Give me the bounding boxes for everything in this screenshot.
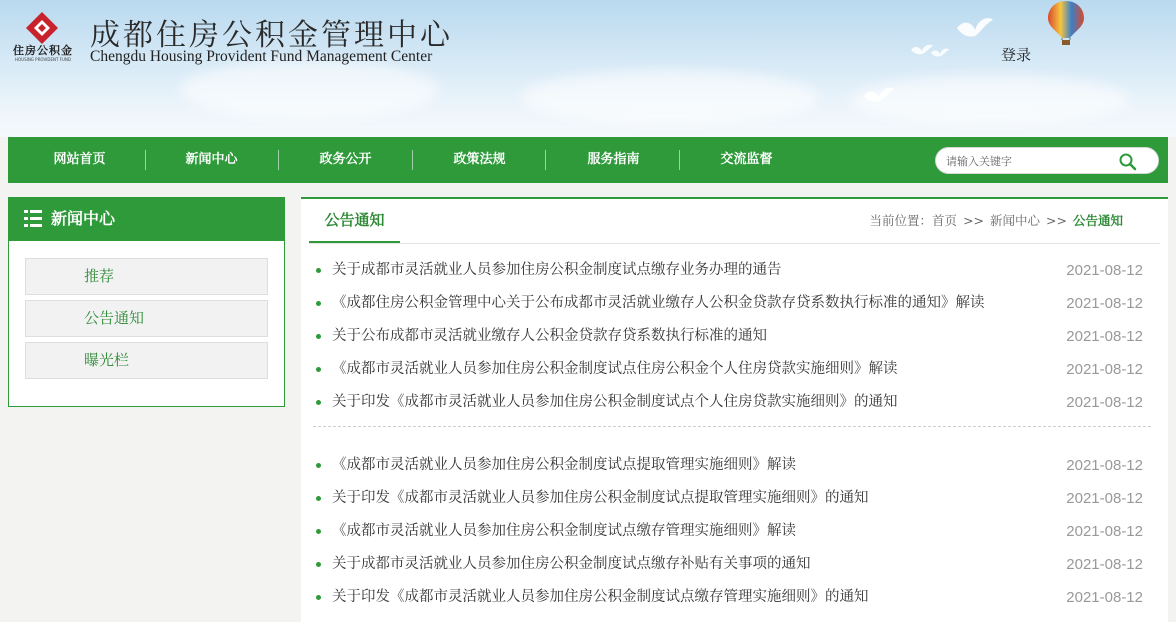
bullet-icon: [316, 529, 321, 534]
list-item: [301, 254, 1168, 287]
sidebar-header: [8, 197, 285, 241]
list-item: [301, 353, 1168, 386]
news-date: 2021-08-12: [1066, 295, 1143, 312]
bullet-icon: [316, 562, 321, 567]
list-item: [301, 482, 1168, 515]
bullet-icon: [316, 334, 321, 339]
nav-item-service-guide[interactable]: 服务指南: [587, 152, 640, 167]
dove-icon: [955, 14, 995, 44]
group-divider: [313, 426, 1151, 427]
bullet-icon: [316, 400, 321, 405]
news-date: 2021-08-12: [1066, 328, 1143, 345]
sidebar-item-announcements[interactable]: 公告通知: [25, 300, 268, 337]
news-date: 2021-08-12: [1066, 394, 1143, 411]
search-box: [935, 147, 1159, 174]
sidebar-item-exposure[interactable]: 曝光栏: [25, 342, 268, 379]
news-date: 2021-08-12: [1066, 556, 1143, 573]
news-date: 2021-08-12: [1066, 457, 1143, 474]
site-title-english: Chengdu Housing Provident Fund Management Center: [90, 48, 433, 65]
list-item: [301, 386, 1168, 419]
list-item: [301, 287, 1168, 320]
news-date: 2021-08-12: [1066, 490, 1143, 507]
news-title-link[interactable]: 关于成都市灵活就业人员参加住房公积金制度试点缴存业务办理的通告: [332, 262, 782, 278]
nav-divider: [278, 150, 279, 170]
dove-icon: [862, 84, 896, 108]
news-date: 2021-08-12: [1066, 361, 1143, 378]
breadcrumb-separator: >>: [963, 213, 985, 228]
breadcrumb-prefix: 当前位置：: [869, 213, 933, 228]
logo-subtext: HOUSING PROVIDENT FUND: [15, 57, 71, 62]
news-title-link[interactable]: 《成都市灵活就业人员参加住房公积金制度试点住房公积金个人住房贷款实施细则》解读: [332, 361, 898, 377]
news-date: 2021-08-12: [1066, 262, 1143, 279]
breadcrumb-current: 公告通知: [1072, 213, 1123, 228]
bullet-icon: [316, 301, 321, 306]
search-icon[interactable]: [1118, 152, 1138, 172]
cloud-decoration: [180, 60, 440, 120]
breadcrumb-home[interactable]: 首页: [932, 213, 958, 228]
news-title-link[interactable]: 关于公布成都市灵活就业缴存人公积金贷款存贷系数执行标准的通知: [332, 328, 767, 344]
news-title-link[interactable]: 《成都住房公积金管理中心关于公布成都市灵活就业缴存人公积金贷款存贷系数执行标准的通知》解读: [332, 295, 985, 311]
tab-announcements[interactable]: 公告通知: [309, 199, 400, 243]
news-date: 2021-08-12: [1066, 589, 1143, 606]
nav-divider: [145, 150, 146, 170]
breadcrumb-separator: >>: [1046, 213, 1067, 228]
nav-divider: [545, 150, 546, 170]
news-date: 2021-08-12: [1066, 523, 1143, 540]
news-title-link[interactable]: 《成都市灵活就业人员参加住房公积金制度试点缴存管理实施细则》解读: [332, 523, 796, 539]
dove-icon: [930, 46, 950, 60]
bullet-icon: [316, 496, 321, 501]
site-header: [0, 0, 1176, 137]
main-nav: [8, 137, 1168, 183]
news-title-link[interactable]: 关于印发《成都市灵活就业人员参加住房公积金制度试点个人住房贷款实施细则》的通知: [332, 394, 898, 410]
nav-item-home[interactable]: 网站首页: [53, 152, 106, 167]
bullet-icon: [316, 268, 321, 273]
sidebar: [8, 197, 285, 407]
sidebar-title: 新闻中心: [51, 209, 116, 228]
list-item: [301, 320, 1168, 353]
nav-divider: [412, 150, 413, 170]
list-item: [301, 548, 1168, 581]
nav-item-government-affairs[interactable]: 政务公开: [319, 152, 372, 167]
news-title-link[interactable]: 关于印发《成都市灵活就业人员参加住房公积金制度试点提取管理实施细则》的通知: [332, 490, 869, 506]
list-item: [301, 515, 1168, 548]
logo-text: 住房公积金: [13, 44, 73, 57]
bullet-icon: [316, 463, 321, 468]
breadcrumb-news[interactable]: 新闻中心: [990, 213, 1041, 228]
nav-item-feedback[interactable]: 交流监督: [720, 152, 773, 167]
main-content: [301, 197, 1168, 622]
cloud-decoration: [520, 70, 820, 125]
list-item: [301, 449, 1168, 482]
nav-item-news[interactable]: 新闻中心: [185, 152, 238, 167]
nav-divider: [679, 150, 680, 170]
login-link[interactable]: 登录: [1001, 46, 1032, 64]
list-item: [301, 581, 1168, 614]
news-title-link[interactable]: 关于印发《成都市灵活就业人员参加住房公积金制度试点缴存管理实施细则》的通知: [332, 589, 869, 605]
list-icon: [24, 210, 42, 227]
header-divider: [309, 243, 1160, 244]
news-title-link[interactable]: 《成都市灵活就业人员参加住房公积金制度试点提取管理实施细则》解读: [332, 457, 796, 473]
sidebar-item-recommended[interactable]: 推荐: [25, 258, 268, 295]
bullet-icon: [316, 595, 321, 600]
hot-air-balloon-icon: [1046, 0, 1086, 46]
nav-item-policies[interactable]: 政策法规: [453, 152, 506, 167]
bullet-icon: [316, 367, 321, 372]
site-title: 成都住房公积金管理中心: [90, 18, 453, 53]
news-title-link[interactable]: 关于成都市灵活就业人员参加住房公积金制度试点缴存补贴有关事项的通知: [332, 556, 811, 572]
search-input[interactable]: [946, 152, 1116, 170]
breadcrumb: [870, 199, 1123, 243]
